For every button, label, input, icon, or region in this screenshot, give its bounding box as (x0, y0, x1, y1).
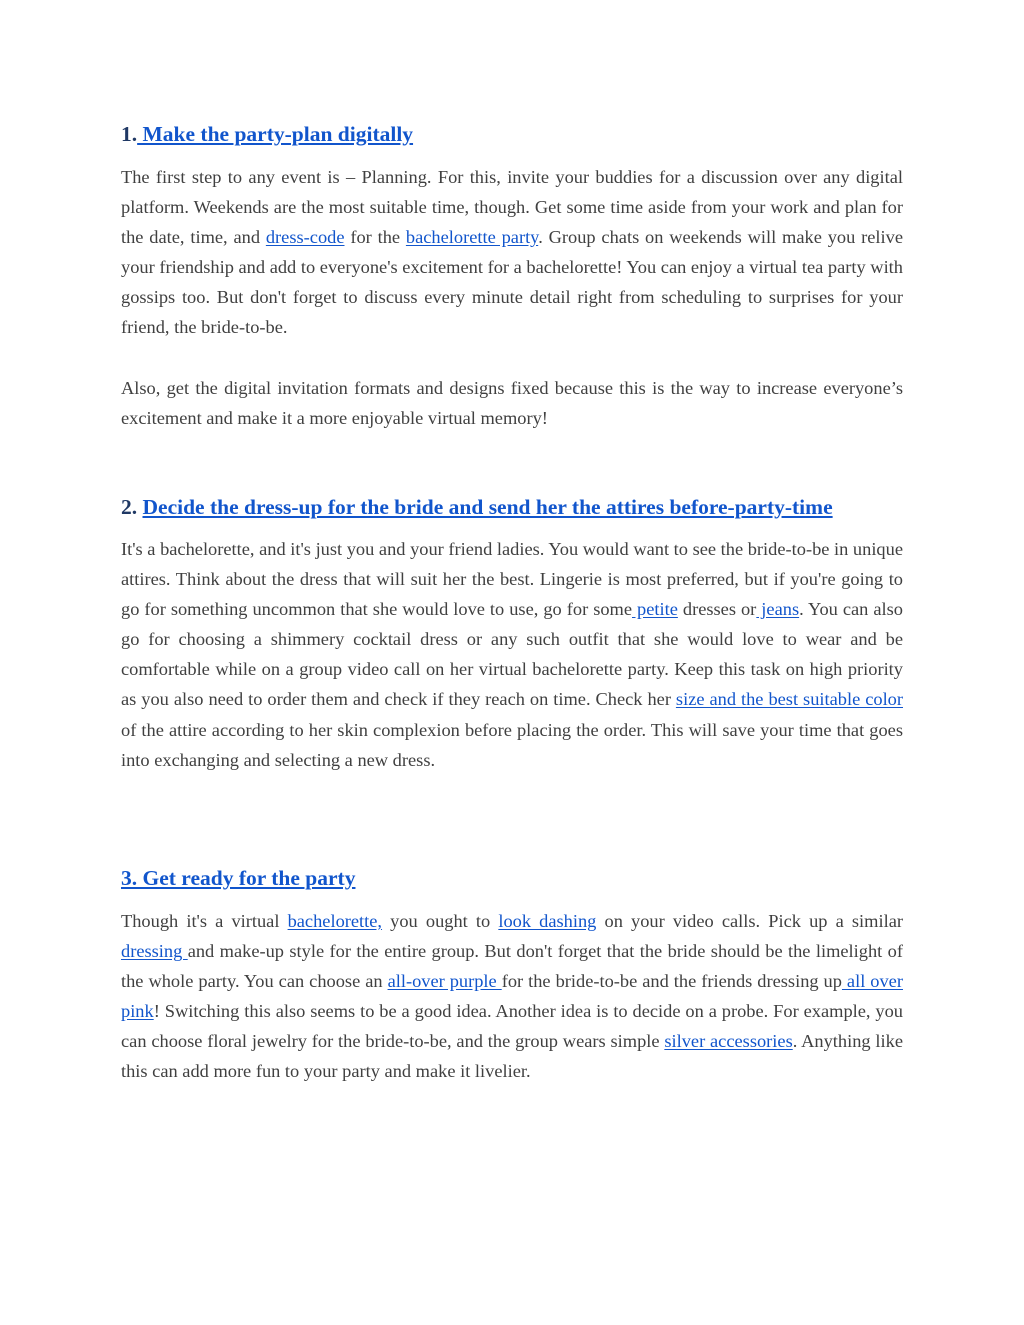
text-span: . You can also go for choosing a shimmery cocktail dress or any such outfit that she would love to wear and be comfortable while on a group video call on her virtual bachelorette party. Keep this task on high priority as you also need to order them and check if they reach on time. Check her (121, 599, 903, 710)
section-2-paragraph (121, 534, 903, 775)
text-span: of the attire according to her skin complexion before placing the order. This will save your time that goes into exchanging and selecting a new dress. (121, 719, 903, 770)
dressing-link[interactable]: dressing (121, 941, 188, 962)
text-span: . Anything like this can add more fun to your party and make it livelier. (121, 1031, 903, 1082)
text-span: on your video calls. Pick up a similar (596, 911, 903, 931)
section-2-heading (121, 494, 903, 520)
section-3-title-link[interactable]: 3. Get ready for the party (121, 866, 356, 890)
text-span: ! Switching this also seems to be a good idea. Another idea is to decide on a probe. For example, you can choose floral jewelry for the bride-to-be, and the group wears simple (121, 1001, 903, 1052)
section-2-title-link[interactable]: Decide the dress-up for the bride and send her the attires before-party-time (142, 495, 833, 519)
text-span: . Group chats on weekends will make you relive your friendship and add to everyone's excitement for a bachelorette! You can enjoy a virtual tea party with gossips too. But don't forget to discuss every minute detail right from scheduling to surprises for your friend, the bride-to-be. (121, 227, 903, 338)
text-span: and make-up style for the entire group. But don't forget that the bride should be the limelight of the whole party. You can choose an (121, 941, 903, 992)
text-span: for the bride-to-be and the friends dressing up (501, 971, 842, 992)
section-2-number: 2. (121, 495, 138, 519)
look-dashing-link[interactable]: look dashing (498, 911, 597, 931)
text-span: The first step to any event is – Planning. For this, invite your buddies for a discussion over any digital platform. Weekends are the most suitable time, though. Get some time aside from your work and plan for the date, time, and (121, 167, 903, 248)
silver-accessories-link[interactable]: silver accessories (664, 1031, 793, 1052)
section-1-title-link[interactable]: Make the party-plan digitally (137, 122, 414, 146)
text-span: for the (344, 227, 406, 248)
section-1-paragraph-2: Also, get the digital invitation formats and designs fixed because this is the way to increase everyone’s excitement and make it a more enjoyable virtual memory! (121, 378, 903, 429)
bachelorette-party-link[interactable]: bachelorette party (405, 227, 539, 248)
size-color-link[interactable]: size and the best suitable color (675, 689, 903, 710)
section-1-number: 1. (121, 122, 138, 146)
dress-code-link[interactable]: dress-code (265, 227, 345, 248)
jeans-link[interactable]: jeans (756, 599, 800, 620)
petite-link[interactable]: petite (632, 599, 678, 620)
text-span: Though it's a virtual (121, 911, 288, 931)
section-3-heading (121, 865, 903, 891)
all-over-pink-link[interactable]: all over pink (121, 971, 903, 1022)
text-span: It's a bachelorette, and it's just you and your friend ladies. You would want to see the bride-to-be in unique attires. Think about the dress that will suit her the best. Lingerie is most preferred, but if you're going to go for something uncommon that she would love to use, go for some (121, 539, 903, 620)
all-over-purple-link[interactable]: all-over purple (387, 971, 502, 992)
bachelorette-link[interactable]: bachelorette, (287, 911, 383, 931)
text-span: you ought to (382, 911, 499, 931)
section-3-paragraph (121, 906, 903, 1087)
section-1-heading (121, 121, 903, 147)
text-span: dresses or (677, 599, 757, 620)
section-1-paragraph-1 (121, 162, 903, 343)
